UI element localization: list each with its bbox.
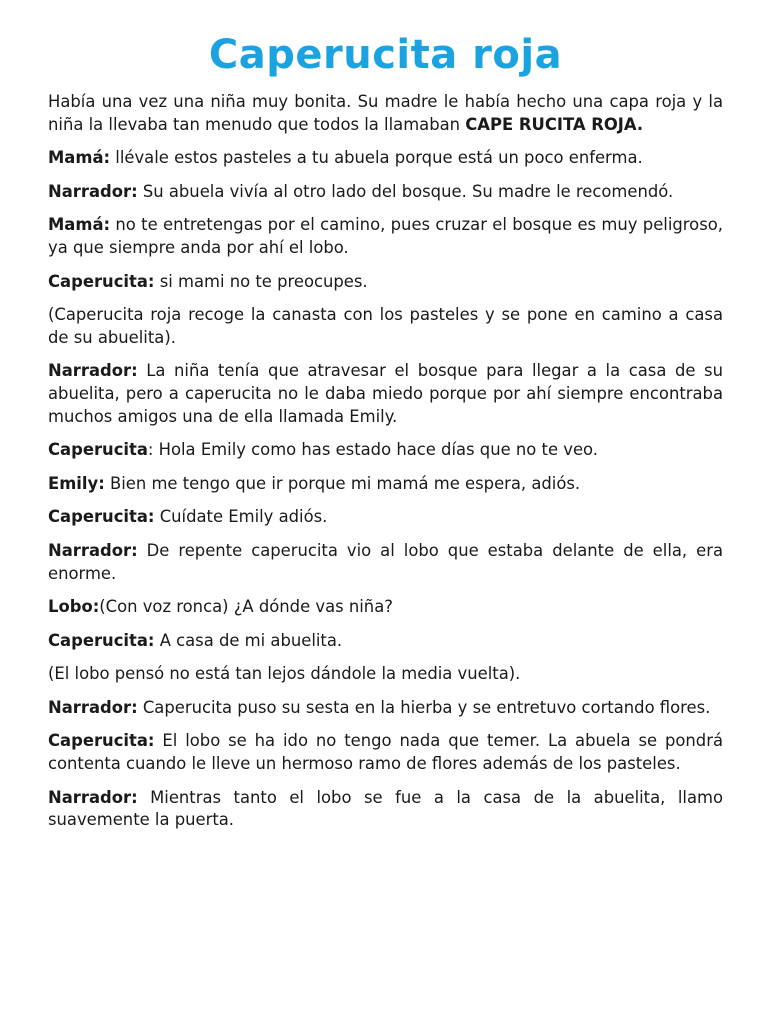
document-title: Caperucita roja <box>208 32 563 78</box>
paragraph <box>48 181 723 204</box>
emphasis-text: CAPE RUCITA ROJA. <box>465 114 644 134</box>
paragraph <box>48 439 723 462</box>
paragraph <box>48 596 723 619</box>
paragraph <box>48 663 723 686</box>
speaker-label: Narrador: <box>48 697 138 717</box>
paragraph-text: (Caperucita roja recoge la canasta con los pasteles y se pone en camino a casa de su abuelita). <box>48 305 723 347</box>
speaker-label: Narrador: <box>48 540 138 560</box>
paragraph-text: si mami no te preocupes. <box>154 271 368 291</box>
paragraph-text: Mientras tanto el lobo se fue a la casa de la abuelita, llamo suavemente la puerta. <box>48 787 723 830</box>
paragraph-text: no te entretengas por el camino, pues cruzar el bosque es muy peligroso, ya que siempre anda por ahí el lobo. <box>48 215 723 257</box>
paragraph-text: (El lobo pensó no está tan lejos dándole la media vuelta). <box>48 664 521 684</box>
paragraph-text: Caperucita puso su sesta en la hierba y se entretuvo cortando flores. <box>137 697 711 717</box>
speaker-label: Narrador: <box>48 181 138 201</box>
paragraph-text: De repente caperucita vio al lobo que estaba delante de ella, era enorme. <box>48 540 723 583</box>
speaker-label: Narrador: <box>48 361 138 381</box>
paragraph-text: Su abuela vivía al otro lado del bosque. Su madre le recomendó. <box>137 181 674 201</box>
paragraph <box>48 214 723 259</box>
paragraph-text: El lobo se ha ido no tengo nada que temer. La abuela se pondrá contenta cuando le lleve un hermoso ramo de flores además de los pasteles. <box>48 731 723 774</box>
document-body <box>48 91 723 832</box>
paragraph <box>48 730 723 775</box>
paragraph-text: : Hola Emily como has estado hace días que no te veo. <box>147 440 598 460</box>
speaker-label: Caperucita: <box>48 731 155 751</box>
speaker-label: Caperucita <box>48 440 148 460</box>
paragraph <box>48 540 723 585</box>
paragraph-text: Había una vez una niña muy bonita. Su madre le había hecho una capa roja y la niña la llevaba tan menudo que todos la llamaban <box>48 92 723 134</box>
paragraph <box>48 787 723 832</box>
paragraph-text: (Con voz ronca) ¿A dónde vas niña? <box>99 597 393 617</box>
paragraph <box>48 304 723 349</box>
paragraph-text: Cuídate Emily adiós. <box>154 507 328 527</box>
paragraph-text: A casa de mi abuelita. <box>154 630 343 650</box>
paragraph <box>48 91 723 136</box>
speaker-label: Caperucita: <box>48 630 155 650</box>
speaker-label: Narrador: <box>48 787 138 807</box>
speaker-label: Emily: <box>48 473 105 493</box>
paragraph <box>48 630 723 653</box>
paragraph <box>48 147 723 170</box>
speaker-label: Mamá: <box>48 148 111 168</box>
speaker-label: Mamá: <box>48 215 111 235</box>
paragraph <box>48 360 723 428</box>
paragraph <box>48 506 723 529</box>
speaker-label: Lobo: <box>48 597 100 617</box>
document-page <box>48 0 723 843</box>
paragraph-text: llévale estos pasteles a tu abuela porque está un poco enferma. <box>110 148 643 168</box>
speaker-label: Caperucita: <box>48 507 155 527</box>
speaker-label: Caperucita: <box>48 271 155 291</box>
paragraph-text: Bien me tengo que ir porque mi mamá me espera, adiós. <box>104 473 581 493</box>
paragraph <box>48 697 723 720</box>
paragraph <box>48 473 723 496</box>
paragraph-text: La niña tenía que atravesar el bosque para llegar a la casa de su abuelita, pero a caperucita no le daba miedo porque por ahí siempre encontraba muchos amigos una de ella llamada Emily. <box>48 361 723 426</box>
paragraph <box>48 271 723 294</box>
